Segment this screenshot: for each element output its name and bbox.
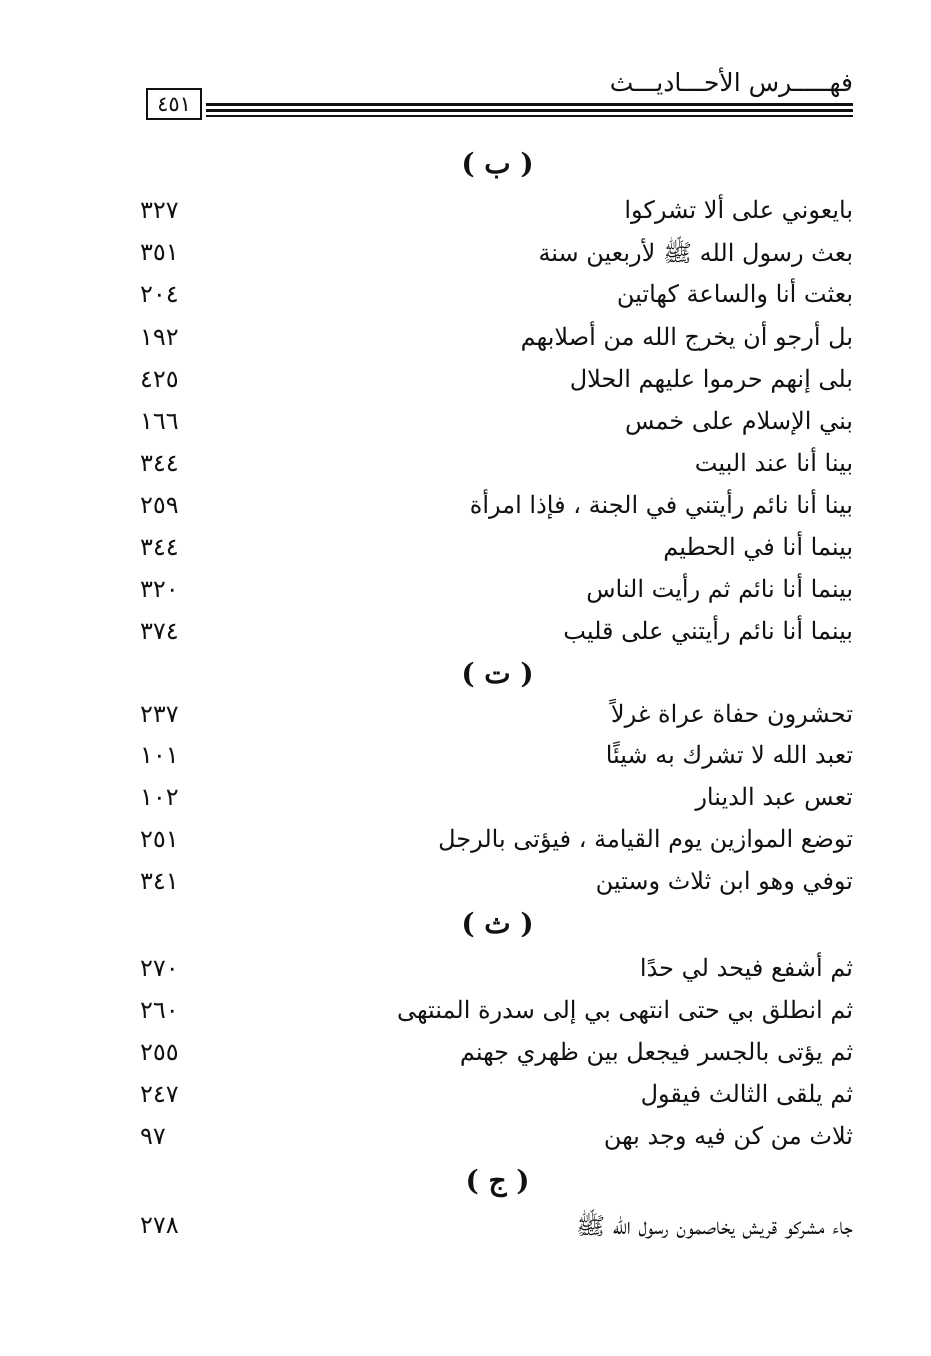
hadith-text: بينما أنا نائم رأيتني على قليب bbox=[563, 617, 853, 645]
page-ref: ٣٤٤ bbox=[140, 533, 179, 561]
index-entry bbox=[140, 954, 853, 994]
hadith-text: ثم يلقى الثالث فيقول bbox=[640, 1080, 853, 1108]
index-entry bbox=[140, 1080, 853, 1120]
page-ref: ٢٤٧ bbox=[140, 1080, 179, 1108]
page-ref: ٣٤١ bbox=[140, 867, 179, 895]
page-number: ٤٥١ bbox=[146, 88, 202, 120]
hadith-text: بينما أنا في الحطيم bbox=[663, 533, 853, 561]
page-ref: ٢٠٤ bbox=[140, 280, 179, 308]
page-ref: ٢٧٨ bbox=[140, 1211, 179, 1239]
hadith-text: تعس عبد الدينار bbox=[695, 783, 853, 811]
page-ref: ٣٢٧ bbox=[140, 196, 179, 224]
index-entry bbox=[140, 323, 853, 363]
index-entry bbox=[140, 1211, 853, 1251]
index-entry bbox=[140, 700, 853, 740]
hadith-text: ثم انطلق بي حتى انتهى بي إلى سدرة المنتهى bbox=[396, 996, 853, 1024]
header-rule bbox=[206, 109, 853, 112]
page-ref: ٢٣٧ bbox=[140, 700, 179, 728]
hadith-text: توفي وهو ابن ثلاث وستين bbox=[595, 867, 853, 895]
hadith-text: بينما أنا نائم ثم رأيت الناس bbox=[586, 575, 853, 603]
page-ref: ٢٥٩ bbox=[140, 491, 179, 519]
index-entry bbox=[140, 238, 853, 278]
index-entry bbox=[140, 825, 853, 865]
hadith-text: ثم أشفع فيحد لي حدًا bbox=[639, 954, 853, 982]
page-ref: ٢٥١ bbox=[140, 825, 179, 853]
hadith-text: ثلاث من كن فيه وجد بهن bbox=[603, 1122, 853, 1150]
index-entry bbox=[140, 449, 853, 489]
page-ref: ٣٤٤ bbox=[140, 449, 179, 477]
index-entry bbox=[140, 196, 853, 236]
header-title: فهـــــرس الأحـــاديـــث bbox=[609, 68, 853, 97]
page-ref: ١٦٦ bbox=[140, 407, 179, 435]
index-entry bbox=[140, 365, 853, 405]
index-entry bbox=[140, 491, 853, 531]
index-entry bbox=[140, 1038, 853, 1078]
hadith-text: تحشرون حفاة عراة غرلاً bbox=[610, 700, 853, 728]
hadith-text: بينا أنا عند البيت bbox=[694, 449, 853, 477]
hadith-text: ثم يؤتى بالجسر فيجعل بين ظهري جهنم bbox=[459, 1038, 853, 1066]
page-ref: ٢٦٠ bbox=[140, 996, 179, 1024]
page-ref: ٢٧٠ bbox=[140, 954, 179, 982]
page-ref: ٣٧٤ bbox=[140, 617, 179, 645]
index-entry bbox=[140, 617, 853, 657]
page-ref: ٢٥٥ bbox=[140, 1038, 179, 1066]
section-heading-ba: ( ب ) bbox=[461, 147, 534, 180]
index-entry bbox=[140, 1122, 853, 1162]
page-ref: ٩٧ bbox=[140, 1122, 166, 1150]
page-ref: ١٩٢ bbox=[140, 323, 179, 351]
hadith-text: بعثت أنا والساعة كهاتين bbox=[616, 280, 853, 308]
section-heading-jim: ( ج ) bbox=[465, 1164, 530, 1197]
hadith-text: بايعوني على ألا تشركوا bbox=[624, 196, 853, 224]
hadith-text: بعث رسول الله ﷺ لأربعين سنة bbox=[538, 239, 853, 267]
page-ref: ١٠١ bbox=[140, 741, 179, 769]
header-rule bbox=[206, 103, 853, 106]
section-heading-ta: ( ت ) bbox=[461, 657, 534, 690]
index-entry bbox=[140, 867, 853, 907]
hadith-text: جاء مشركو قريش يخاصمون رسول الله ﷺ bbox=[576, 1212, 853, 1240]
index-entry bbox=[140, 533, 853, 573]
hadith-text: بل أرجو أن يخرج الله من أصلابهم bbox=[520, 323, 853, 351]
index-entry bbox=[140, 741, 853, 781]
header-rule bbox=[206, 115, 853, 117]
page-ref: ٤٢٥ bbox=[140, 365, 179, 393]
section-heading-tha: ( ث ) bbox=[461, 907, 534, 940]
page-ref: ٣٥١ bbox=[140, 238, 179, 266]
page-ref: ٣٢٠ bbox=[140, 575, 179, 603]
hadith-text: بني الإسلام على خمس bbox=[624, 407, 853, 435]
hadith-text: بينا أنا نائم رأيتني في الجنة ، فإذا امرأة bbox=[469, 491, 853, 519]
index-entry bbox=[140, 407, 853, 447]
index-entry bbox=[140, 783, 853, 823]
index-entry bbox=[140, 996, 853, 1036]
page-ref: ١٠٢ bbox=[140, 783, 179, 811]
index-entry bbox=[140, 280, 853, 320]
hadith-text: بلى إنهم حرموا عليهم الحلال bbox=[569, 365, 853, 393]
hadith-text: توضع الموازين يوم القيامة ، فيؤتى بالرجل bbox=[438, 825, 853, 853]
hadith-text: تعبد الله لا تشرك به شيئًا bbox=[605, 741, 853, 769]
index-entry bbox=[140, 575, 853, 615]
